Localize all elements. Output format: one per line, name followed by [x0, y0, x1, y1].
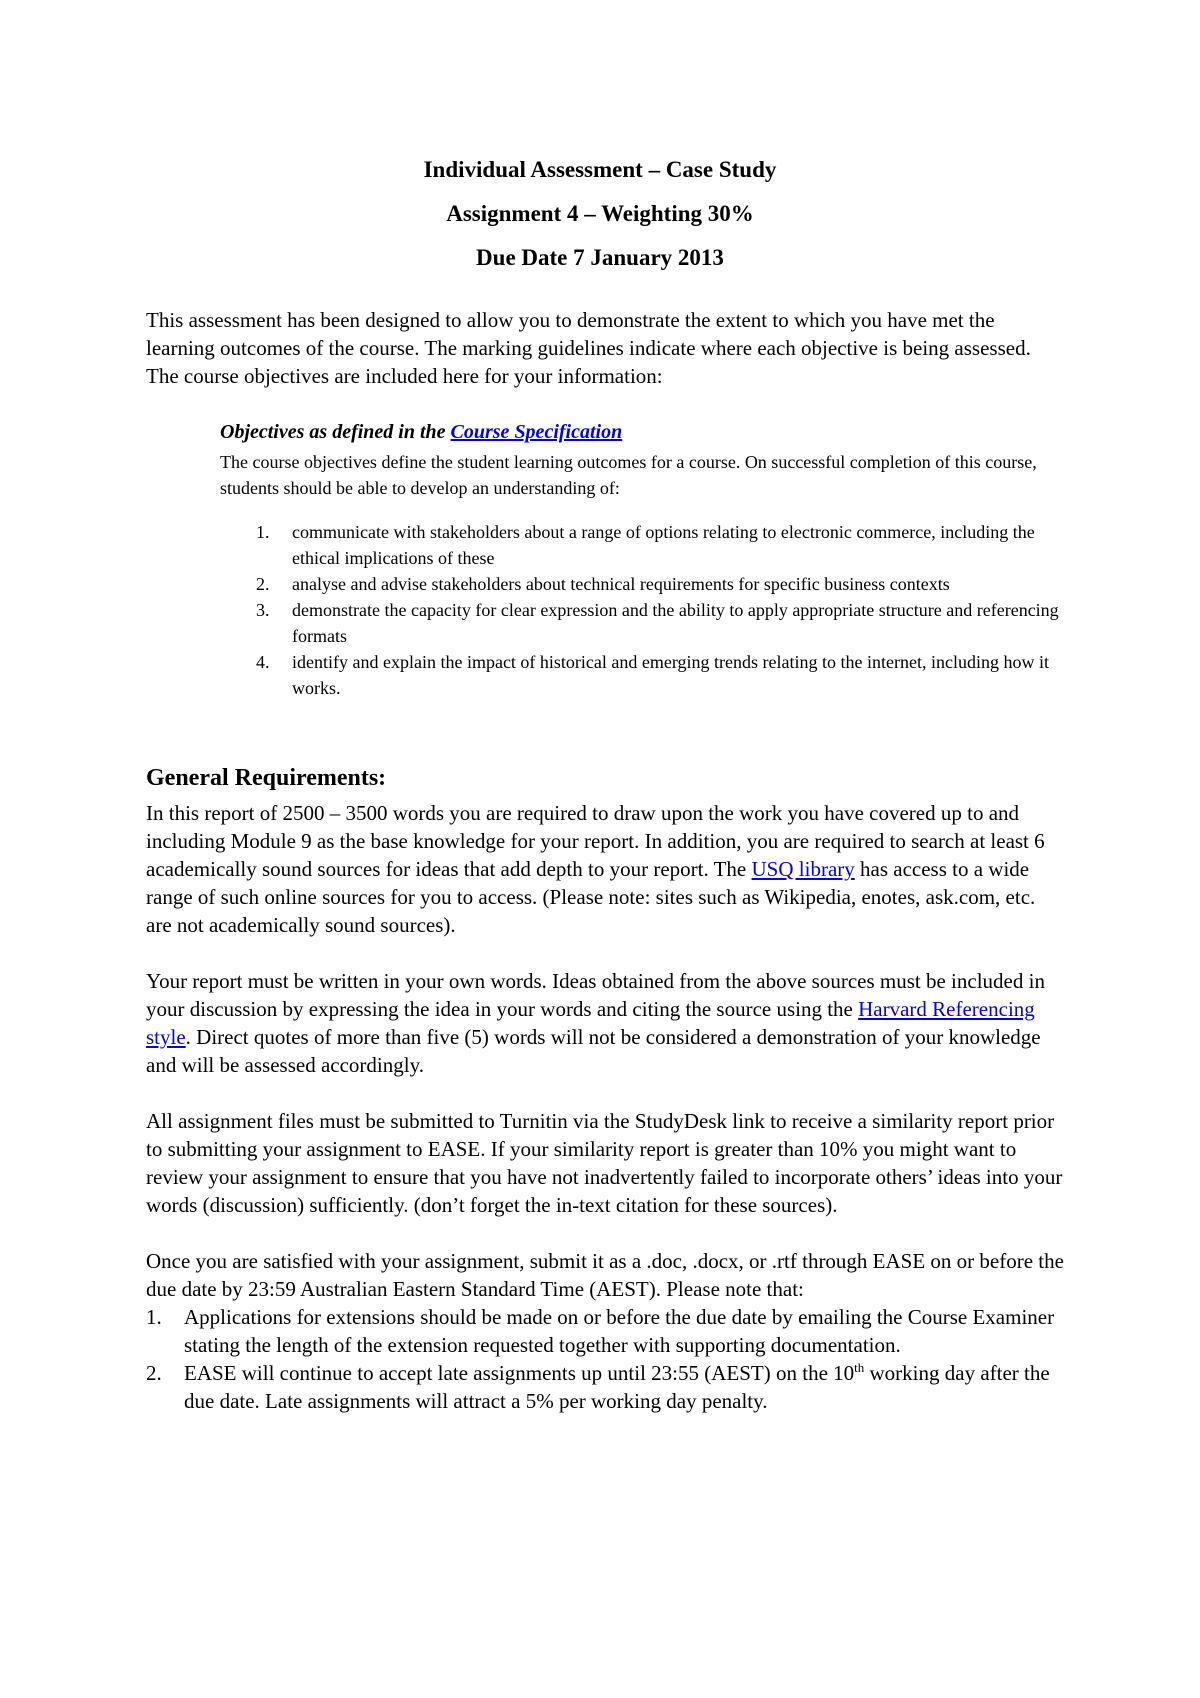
assignment-weighting: Assignment 4 – Weighting 30%	[446, 201, 754, 226]
requirements-paragraph	[146, 799, 1066, 939]
submission-paragraph: Once you are satisfied with your assignment, submit it as a .doc, .docx, or .rtf through EASE on or before the due date by 23:59 Australian Eastern Standard Time (AEST). Please note that:	[146, 1249, 1064, 1301]
list-item-text: Applications for extensions should be made on or before the due date by emailing the Course Examiner stating the length of the extension requested together with supporting documentation.	[184, 1305, 1055, 1357]
list-item-text: working day after the due date. Late assignments will attract a 5% per working day penalty.	[184, 1361, 1050, 1413]
course-specification-link[interactable]: Course Specification	[450, 421, 623, 443]
superscript-ordinal: th	[854, 1360, 865, 1375]
objectives-description: The course objectives define the student learning outcomes for a course. On successful completion of this course, students should be able to develop an understanding of:	[220, 452, 1037, 498]
paragraph-text: Your report must be written in your own words. Ideas obtained from the above sources must be included in your discussion by expressing the idea in your words and citing the source using the	[146, 969, 1045, 1021]
list-number: 3.	[256, 600, 270, 620]
submission-rules-list	[146, 1303, 1066, 1415]
paragraph-text: has access to a wide range of such online sources for you to access. (Please note: sites such as Wikipedia, enotes, ask.com, etc. are not academically sound sources).	[146, 857, 1036, 937]
own-words-paragraph	[146, 967, 1066, 1079]
list-number: 2.	[256, 574, 270, 594]
list-item	[220, 519, 1060, 571]
list-item-text: demonstrate the capacity for clear expression and the ability to apply appropriate structure and referencing formats	[292, 600, 1059, 646]
list-item	[220, 597, 1060, 649]
intro-paragraph: This assessment has been designed to allow you to demonstrate the extent to which you have met the learning outcomes of the course. The marking guidelines indicate where each objective is being assessed. The course objectives are included here for your information:	[146, 308, 1031, 388]
list-item-text: analyse and advise stakeholders about technical requirements for specific business contexts	[292, 574, 950, 594]
paragraph-text: In this report of 2500 – 3500 words you are required to draw upon the work you have covered up to and including Module 9 as the base knowledge for your report. In addition, you are required to search at least 6 academically sound sources for ideas that add depth to your report. The	[146, 801, 1045, 881]
paragraph-text: . Direct quotes of more than five (5) words will not be considered a demonstration of your knowledge and will be assessed accordingly.	[146, 1025, 1041, 1077]
harvard-referencing-link[interactable]: Harvard Referencing style	[146, 997, 1035, 1049]
turnitin-paragraph: All assignment files must be submitted to Turnitin via the StudyDesk link to receive a similarity report prior to submitting your assignment to EASE. If your similarity report is greater than 10% you might want to review your assignment to ensure that you have not inadvertently failed to incorporate others’ ideas into your words (discussion) sufficiently. (don’t forget the in-text citation for these sources).	[146, 1109, 1063, 1217]
list-item	[146, 1359, 1066, 1415]
list-item-text: identify and explain the impact of historical and emerging trends relating to the internet, including how it works.	[292, 652, 1049, 698]
list-item	[220, 649, 1060, 701]
title-block	[0, 148, 1200, 280]
due-date: Due Date 7 January 2013	[476, 245, 724, 270]
general-requirements-heading: General Requirements:	[146, 765, 387, 791]
list-item-text: EASE will continue to accept late assignments up until 23:55 (AEST) on the 10	[184, 1361, 855, 1385]
objectives-list	[220, 519, 1060, 701]
list-number: 2.	[146, 1361, 162, 1385]
list-number: 4.	[256, 652, 270, 672]
objectives-heading	[220, 419, 1060, 445]
list-number: 1.	[256, 522, 270, 542]
objectives-heading-text: Objectives as defined in the	[220, 421, 451, 443]
list-item	[220, 571, 1060, 597]
assessment-title: Individual Assessment – Case Study	[423, 157, 777, 182]
usq-library-link[interactable]: USQ library	[751, 857, 855, 881]
list-number: 1.	[146, 1305, 162, 1329]
list-item-text: communicate with stakeholders about a range of options relating to electronic commerce, including the ethical implications of these	[292, 522, 1035, 568]
general-requirements-body	[146, 799, 1066, 1415]
objectives-section	[220, 419, 1060, 701]
list-item	[146, 1303, 1066, 1359]
